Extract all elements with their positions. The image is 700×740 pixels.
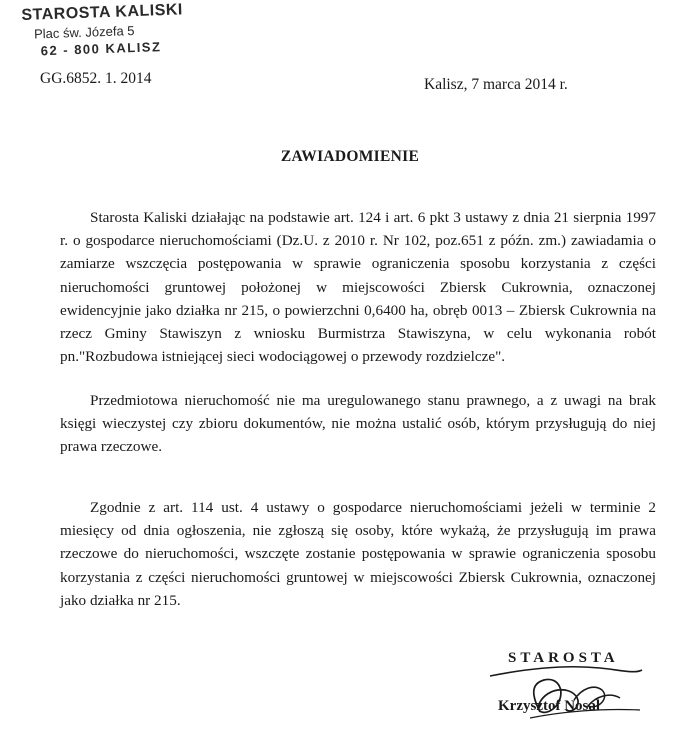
handwritten-signature — [470, 640, 670, 730]
document-title: ZAWIADOMIENIE — [280, 148, 420, 165]
signature-name: Krzysztof Nosal — [498, 698, 601, 714]
place-and-date: Kalisz, 7 marca 2014 r. — [424, 76, 568, 93]
signature-block — [470, 640, 670, 730]
stamp-line-office: STAROSTA KALISKI — [21, 1, 184, 24]
paragraph-deadline: Zgodnie z art. 114 ust. 4 ustawy o gospodarce nieruchomościami jeżeli w terminie 2 miesięcy od dnia ogłoszenia, nie zgłoszą się osoby, które wykażą, że przysługują im prawa rzeczowe do nieruchomości, wszczęte zostanie postępowania w sprawie ograniczenia sposobu korzystania z części nieruchomości gruntowej w miejscowości Zbiersk Cukrownia, oznaczonej jako działka nr 215. — [60, 499, 656, 609]
signature-office: STAROSTA — [508, 650, 619, 666]
paragraph-notice: Starosta Kaliski działając na podstawie art. 124 i art. 6 pkt 3 ustawy z dnia 21 sierpnia 1997 r. o gospodarce nieruchomościami (Dz.U. z 2010 r. Nr 102, poz.651 z późn. zm.) zawiadamia o zamiarze wszczęcia postępowania w sprawie ograniczenia sposobu korzystania z części nieruchomości gruntowej położonej w miejscowości Zbiersk Cukrownia, oznaczonej ewidencyjnie jako działka nr 215, o powierzchni 0,6400 ha, obręb 0013 – Zbiersk Cukrownia na rzecz Gminy Stawiszyn z wniosku Burmistrza Stawiszyna, w celu wykonania robót pn."Rozbudowa istniejącej sieci wodociągowej o przewody rozdzielcze". — [60, 209, 656, 366]
paragraph-legal-status: Przedmiotowa nieruchomość nie ma uregulowanego stanu prawnego, a z uwagi na brak księgi wieczystej czy zbioru dokumentów, nie można ustalić osób, którym przysługują do niej prawa rzeczowe. — [60, 392, 656, 456]
stamp-line-address: Plac św. Józefa 5 — [33, 23, 135, 42]
stamp-line-city: 62 - 800 KALISZ — [40, 39, 162, 59]
office-stamp — [21, 0, 193, 63]
reference-number: GG.6852. 1. 2014 — [40, 70, 152, 87]
